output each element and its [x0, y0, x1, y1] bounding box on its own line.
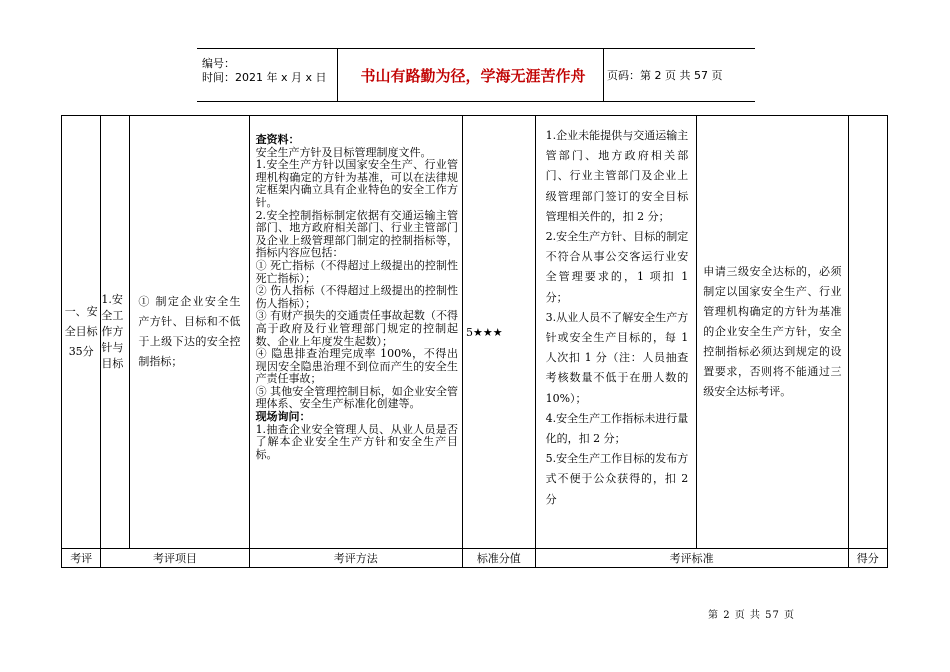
method-line: 1.安全生产方针以国家安全生产、行业管理机构确定的方针为基准，可以在法律规定框架内确立具有企业特色的安全工作方针。 [255, 158, 459, 209]
criteria-line: 4.安全生产工作指标未进行量化的，扣 2 分； [545, 411, 689, 446]
item-cell: 1.安全工作方针与目标 [101, 116, 130, 549]
method-line: 安全生产方针及目标管理制度文件。 [255, 145, 432, 159]
header-cell: 标准分值 [463, 549, 536, 568]
method-line: 2.安全控制指标制定依据有交通运输主管部门、地方政府相关部门、行业主管部门及企业上级管理部门制定的控制指标等，指标内容应包括： [255, 208, 459, 260]
header-divider [337, 49, 338, 101]
header-divider [603, 49, 604, 101]
criteria-line: 1.企业未能提供与交通运输主管部门、地方政府相关部门、行业主管部门及企业上级管理部门签订的安全目标管理相关件的，扣 2 分； [545, 129, 689, 223]
table-header-row [62, 549, 888, 568]
method-line: ① 死亡指标（不得超过上级提出的控制性死亡指标）； [255, 258, 459, 285]
page-header [197, 48, 755, 102]
header-cell: 考评 [62, 549, 101, 568]
document-date-label: 时间：2021 年 x 月 x 日 [202, 71, 327, 84]
criteria-line: 5.安全生产工作目标的发布方式不便于公众获得的，扣 2 分 [545, 452, 689, 506]
document-code-label: 编号： [202, 57, 235, 70]
page-footer: 第 2 页 共 57 页 [708, 610, 795, 621]
note-cell: 申请三级安全达标的，必须制定以国家安全生产、行业管理机构确定的方针为基准的企业安全生产方针，安全控制指标必须达到规定的设置要求，否则将不能通过三级安全达标考评。 [697, 116, 848, 549]
score-result-cell [848, 116, 887, 549]
method-line: ⑤ 其他安全管理控制目标，如企业安全管理体系、安全生产标准化创建等。 [255, 384, 459, 411]
score-cell: 5★★★ [463, 116, 536, 549]
category-cell: 一、安全目标35分 [62, 116, 101, 549]
criteria-line: 2.安全生产方针、目标的制定不符合从事公交客运行业安全管理要求的，1 项扣 1 分； [545, 230, 689, 304]
header-cell: 考评项目 [101, 549, 249, 568]
criteria-line: 3.从业人员不了解安全生产方针或安全生产目标的，每 1 人次扣 1 分（注：人员抽查考核数量不低于在册人数的 10%）； [545, 310, 689, 405]
header-cell: 考评标准 [535, 549, 848, 568]
table-row [62, 116, 888, 549]
method-line: ③ 有财产损失的交通责任事故起数（不得高于政府及行业管理部门规定的控制起数、企业上年度发生起数）； [255, 309, 459, 348]
header-motto: 书山有路勤为径，学海无涯苦作舟 [360, 67, 586, 85]
evaluation-table [61, 115, 888, 568]
header-cell: 得分 [848, 549, 887, 568]
content-cell: ① 制定企业安全生产方针、目标和不低于上级下达的安全控制指标； [130, 116, 249, 549]
method-cell [249, 116, 462, 549]
header-page-number: 页码：第 2 页 共 57 页 [607, 69, 723, 82]
method-line: 1.抽查企业安全管理人员、从业人员是否了解本企业安全生产方针和安全生产目标。 [255, 422, 459, 461]
header-cell: 考评方法 [249, 549, 462, 568]
method-line: 现场询问： [255, 410, 311, 424]
criteria-cell [535, 116, 697, 549]
method-line: ② 伤人指标（不得超过上级提出的控制性伤人指标）； [255, 284, 459, 310]
method-line: 查资料： [255, 133, 300, 146]
method-line: ④ 隐患排查治理完成率 100%，不得出现因安全隐患治理不到位而产生的安全生产责任事故； [255, 347, 459, 386]
